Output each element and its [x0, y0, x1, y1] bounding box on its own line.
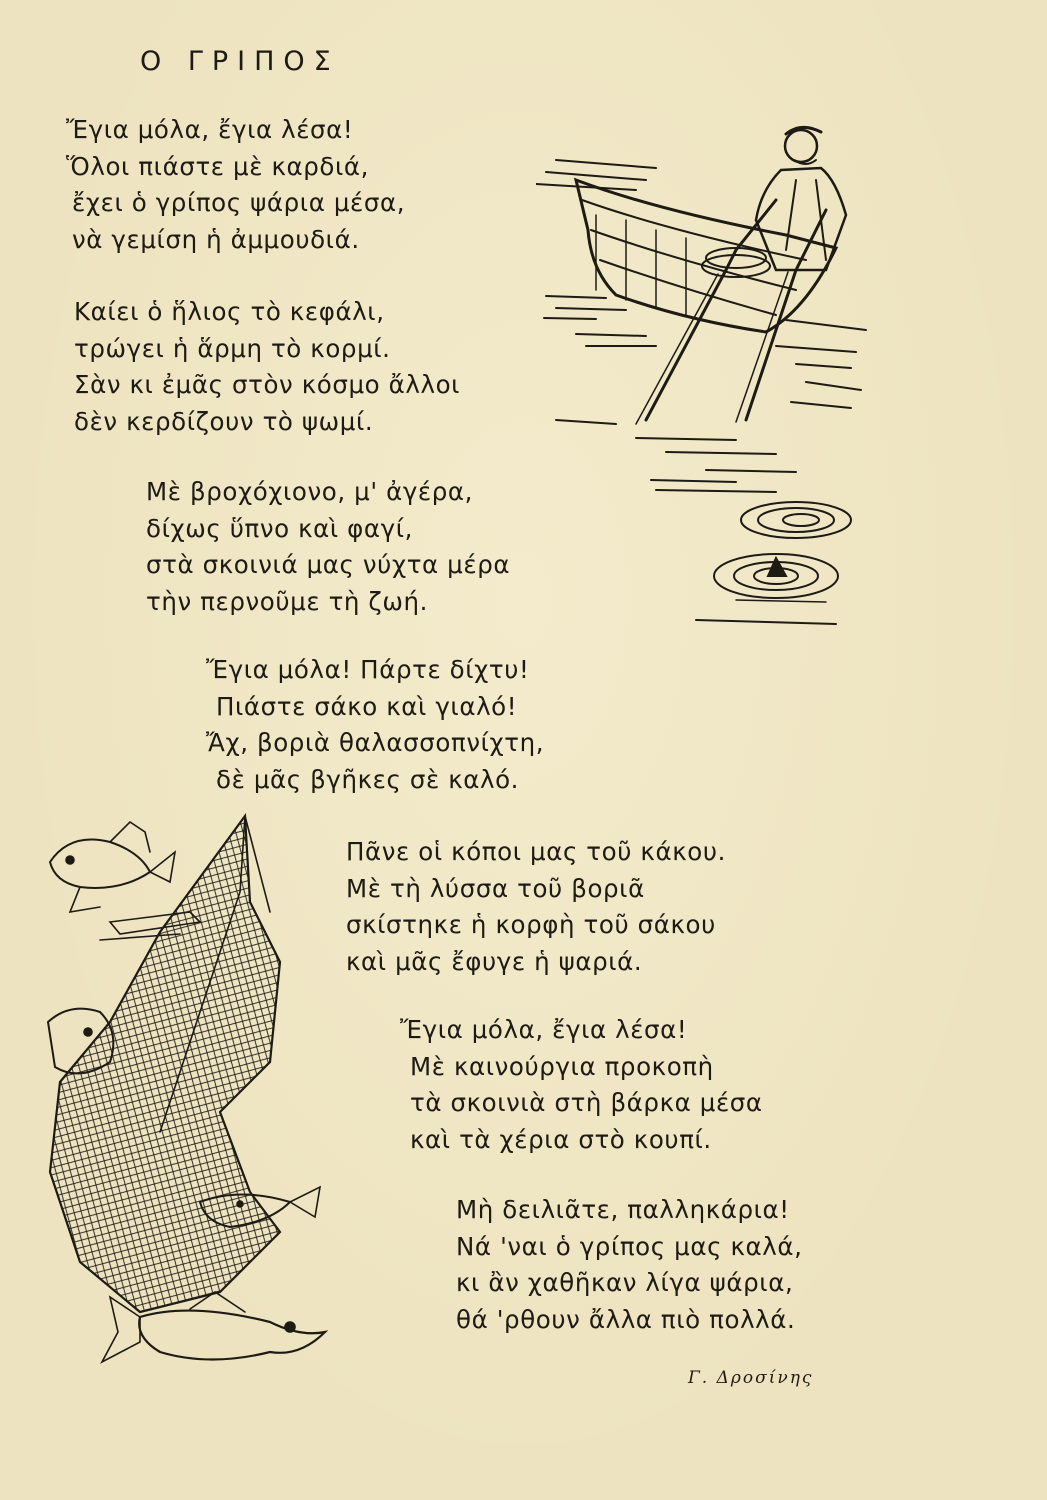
- verse-line: Ὅλοι πιάστε μὲ καρδιά,: [66, 151, 370, 181]
- verse-line: θά 'ρθουν ἄλλα πιὸ πολλά.: [456, 1304, 796, 1334]
- verse-line: Ἄχ, βοριὰ θαλασσοπνίχτη,: [206, 728, 545, 757]
- verse-line: Μὴ δειλιᾶτε, παλληκάρια!: [456, 1195, 790, 1224]
- poem-title: Ο ΓΡΙΠΟΣ: [140, 46, 340, 77]
- stanza-3: [146, 474, 510, 620]
- net-with-fish-icon: [40, 812, 340, 1402]
- verse-line: καὶ τὰ χέρια στὸ κουπί.: [410, 1124, 712, 1154]
- verse-line: Καίει ὁ ἥλιος τὸ κεφάλι,: [74, 297, 385, 326]
- verse-line: Ἔγια μόλα, ἔγια λέσα!: [400, 1015, 688, 1044]
- verse-line: κι ἂν χαθῆκαν λίγα ψάρια,: [456, 1268, 794, 1297]
- verse-line: στὰ σκοινιά μας νύχτα μέρα: [146, 550, 511, 579]
- stanza-6: [400, 1012, 763, 1158]
- verse-line: Σὰν κι ἐμᾶς στὸν κόσμο ἄλλοι: [74, 370, 461, 399]
- boat-fisherman-icon: [536, 120, 876, 640]
- verse-line: Πιάστε σάκο καὶ γιαλό!: [216, 691, 518, 721]
- verse-line: Μὲ τὴ λύσσα τοῦ βοριᾶ: [346, 873, 645, 903]
- verse-line: νὰ γεμίση ἡ ἀμμουδιά.: [72, 224, 360, 254]
- author-signature: Γ. Δροσίνης: [688, 1368, 814, 1388]
- verse-line: Μὲ βροχόχιονο, μ' ἀγέρα,: [146, 477, 474, 506]
- verse-line: τὴν περνοῦμε τὴ ζωή.: [146, 586, 428, 616]
- verse-line: Πᾶνε οἱ κόποι μας τοῦ κάκου.: [346, 837, 726, 866]
- verse-line: τρώγει ἡ ἅρμη τὸ κορμί.: [74, 333, 391, 363]
- stanza-1: [66, 112, 405, 258]
- verse-line: Ἔγια μόλα! Πάρτε δίχτυ!: [206, 655, 530, 684]
- stanza-2: [74, 294, 460, 440]
- verse-line: Μὲ καινούργια προκοπὴ: [410, 1051, 714, 1081]
- verse-line: σκίστηκε ἡ κορφὴ τοῦ σάκου: [346, 910, 716, 939]
- stanza-5: [346, 834, 726, 980]
- verse-line: Ἔγια μόλα, ἔγια λέσα!: [66, 115, 354, 144]
- verse-line: δίχως ὕπνο καὶ φαγί,: [146, 513, 414, 543]
- stanza-7: [456, 1192, 802, 1338]
- verse-line: δὲν κερδίζουν τὸ ψωμί.: [74, 406, 374, 436]
- verse-line: τὰ σκοινιὰ στὴ βάρκα μέσα: [410, 1088, 763, 1117]
- verse-line: δὲ μᾶς βγῆκες σὲ καλό.: [216, 764, 520, 794]
- stanza-4: [206, 652, 544, 798]
- verse-line: Νά 'ναι ὁ γρίπος μας καλά,: [456, 1231, 803, 1261]
- verse-line: ἔχει ὁ γρίπος ψάρια μέσα,: [72, 188, 406, 217]
- verse-line: καὶ μᾶς ἔφυγε ἡ ψαριά.: [346, 946, 643, 976]
